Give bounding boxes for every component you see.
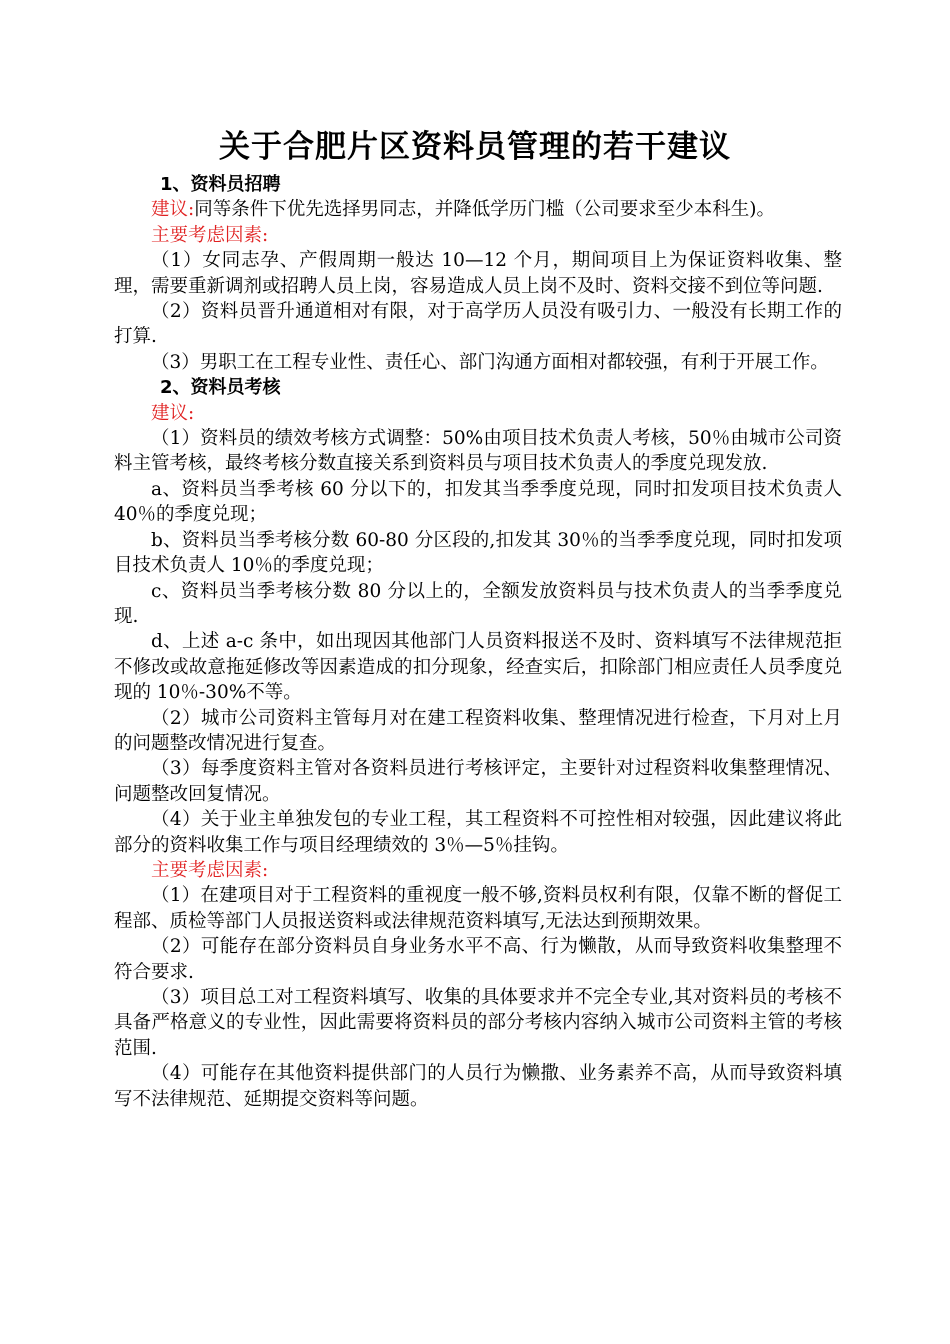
section-1-suggestion [114, 197, 842, 222]
section-1-heading: 1、资料员招聘 [160, 174, 281, 195]
section-1-factor: （1）女同志孕、产假周期一般达 10—12 个月，期间项目上为保证资料收集、整理，需要重新调剂或招聘人员上岗，容易造成人员上岗不及时、资料交接不到位等问题. [114, 250, 842, 297]
section-2-heading: 2、资料员考核 [160, 377, 281, 399]
section-1-factor: （2）资料员晋升通道相对有限，对于高学历人员没有吸引力、一般没有长期工作的打算. [114, 301, 842, 348]
section-2-item: c、资料员当季考核分数 80 分以上的，全额发放资料员与技术负责人的当季季度兑现. [114, 580, 842, 627]
section-1-factors-label: 主要考虑因素: [151, 224, 269, 246]
section-2-item: （4）关于业主单独发包的专业工程，其工程资料不可控性相对较强，因此建议将此部分的资料收集工作与项目经理绩效的 3％—5％挂钩。 [114, 809, 842, 856]
section-2-suggestion-label: 建议: [151, 402, 195, 424]
section-2-factors-label: 主要考虑因素: [151, 859, 269, 881]
section-2-factor: （3）项目总工对工程资料填写、收集的具体要求并不完全专业,其对资料员的考核不具备严格意义的专业性，因此需要将资料员的部分考核内容纳入城市公司资料主管的考核范围. [114, 987, 842, 1059]
section-2-factor: （2）可能存在部分资料员自身业务水平不高、行为懒散，从而导致资料收集整理不符合要求. [114, 936, 842, 983]
section-2-item: d、上述 a-c 条中，如出现因其他部门人员资料报送不及时、资料填写不法律规范拒不修改或故意拖延修改等因素造成的扣分现象，经查实后，扣除部门相应责任人员季度兑现的 10％-30%不等。 [114, 631, 842, 704]
section-2-item: b、资料员当季考核分数 60-80 分区段的,扣发其 30％的当季季度兑现，同时扣发项目技术负责人 10％的季度兑现； [114, 529, 842, 577]
document-body [114, 172, 842, 1112]
section-2-item: （1）资料员的绩效考核方式调整：50%由项目技术负责人考核，50％由城市公司资料主管考核，最终考核分数直接关系到资料员与项目技术负责人的季度兑现发放. [114, 428, 842, 475]
section-2-item: （2）城市公司资料主管每月对在建工程资料收集、整理情况进行检查，下月对上月的问题整改情况进行复查。 [114, 707, 842, 754]
suggestion-text: 同等条件下优先选择男同志，并降低学历门槛（公司要求至少本科生)。 [194, 199, 775, 221]
section-1-factor: （3）男职工在工程专业性、责任心、部门沟通方面相对都较强，有利于开展工作。 [151, 351, 829, 373]
section-2-item: a、资料员当季考核 60 分以下的，扣发其当季季度兑现，同时扣发项目技术负责人 40％的季度兑现； [114, 478, 842, 526]
section-2-item: （3）每季度资料主管对各资料员进行考核评定，主要针对过程资料收集整理情况、问题整改回复情况。 [114, 758, 842, 805]
suggestion-label: 建议: [151, 199, 195, 221]
document-title: 关于合肥片区资料员管理的若干建议 [219, 129, 731, 165]
section-2-factor: （1）在建项目对于工程资料的重视度一般不够,资料员权利有限，仅靠不断的督促工程部、质检等部门人员报送资料或法律规范资料填写,无法达到预期效果。 [114, 885, 842, 932]
section-2-factor: （4）可能存在其他资料提供部门的人员行为懒撒、业务素养不高，从而导致资料填写不法律规范、延期提交资料等问题。 [114, 1063, 842, 1110]
